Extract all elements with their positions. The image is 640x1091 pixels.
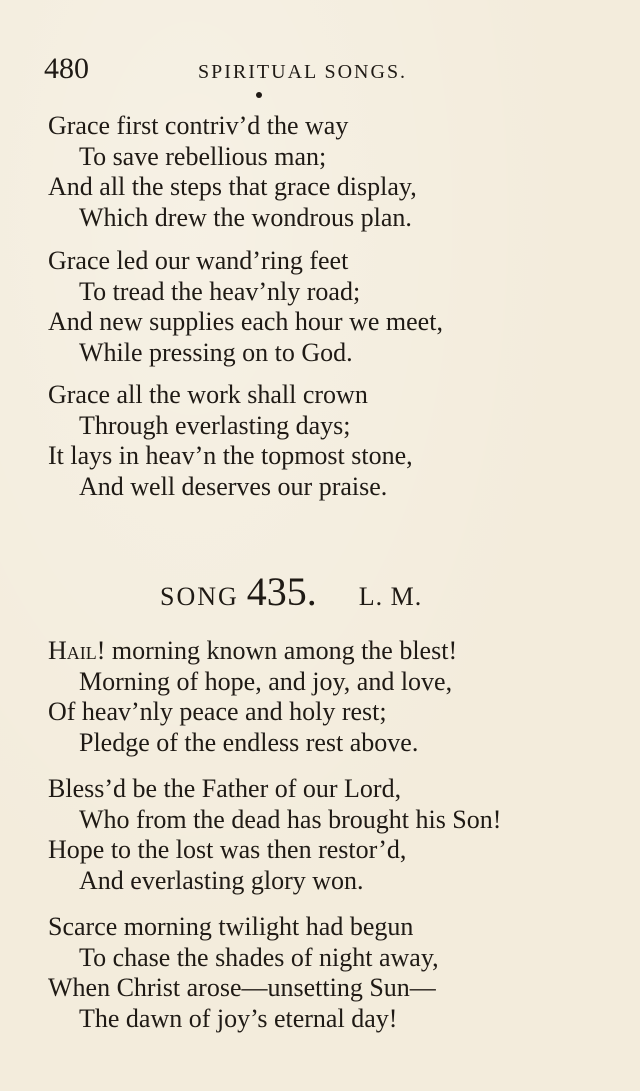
- verse-line: Of heav’nly peace and holy rest;: [48, 697, 387, 726]
- verse-line: Grace first contriv’d the way: [48, 111, 349, 140]
- verse-line: To tread the heav’nly road;: [79, 276, 361, 306]
- verse-line: Scarce morning twilight had begun: [48, 912, 414, 941]
- verse-line: And well deserves our praise.: [79, 471, 388, 501]
- stanza-top-1: [48, 111, 608, 233]
- verse-line: It lays in heav’n the topmost stone,: [48, 441, 413, 470]
- stanza-top-3: [48, 380, 608, 502]
- verse-line: Through everlasting days;: [79, 410, 351, 440]
- song-heading: [160, 568, 580, 628]
- stanza-song-3: [48, 912, 608, 1034]
- verse-line: The dawn of joy’s eternal day!: [79, 1003, 398, 1033]
- verse-line: Which drew the wondrous plan.: [79, 202, 412, 232]
- verse-line: While pressing on to God.: [79, 337, 353, 367]
- verse-line: Morning of hope, and joy, and love,: [79, 666, 453, 696]
- verse-line: Hope to the lost was then restor’d,: [48, 835, 407, 864]
- drop-word: Hail: [48, 636, 97, 665]
- verse-line: [48, 636, 608, 667]
- verse-line: And everlasting glory won.: [79, 865, 364, 895]
- song-number: 435.: [246, 569, 317, 614]
- verse-line: And new supplies each hour we meet,: [48, 307, 443, 336]
- printer-dot-mark: [256, 92, 262, 98]
- verse-line: Grace led our wand’ring feet: [48, 246, 349, 275]
- stanza-song-1: [48, 636, 608, 758]
- verse-line: Bless’d be the Father of our Lord,: [48, 774, 402, 803]
- page-number: 480: [44, 52, 89, 85]
- stanza-song-2: [48, 774, 608, 896]
- stanza-top-2: [48, 246, 608, 368]
- verse-line-rest: ! morning known among the blest!: [96, 636, 458, 665]
- verse-line: To chase the shades of night away,: [79, 942, 439, 972]
- verse-line: And all the steps that grace display,: [48, 172, 417, 201]
- song-meter: L. M.: [358, 582, 423, 611]
- verse-line: Grace all the work shall crown: [48, 380, 368, 409]
- song-label: SONG: [160, 582, 239, 611]
- page-header: [44, 52, 604, 92]
- verse-line: When Christ arose—unsetting Sun—: [48, 973, 436, 1002]
- verse-line: Who from the dead has brought his Son!: [79, 804, 502, 834]
- verse-line: Pledge of the endless rest above.: [79, 727, 419, 757]
- verse-line: To save rebellious man;: [79, 141, 327, 171]
- running-head: SPIRITUAL SONGS.: [198, 61, 408, 83]
